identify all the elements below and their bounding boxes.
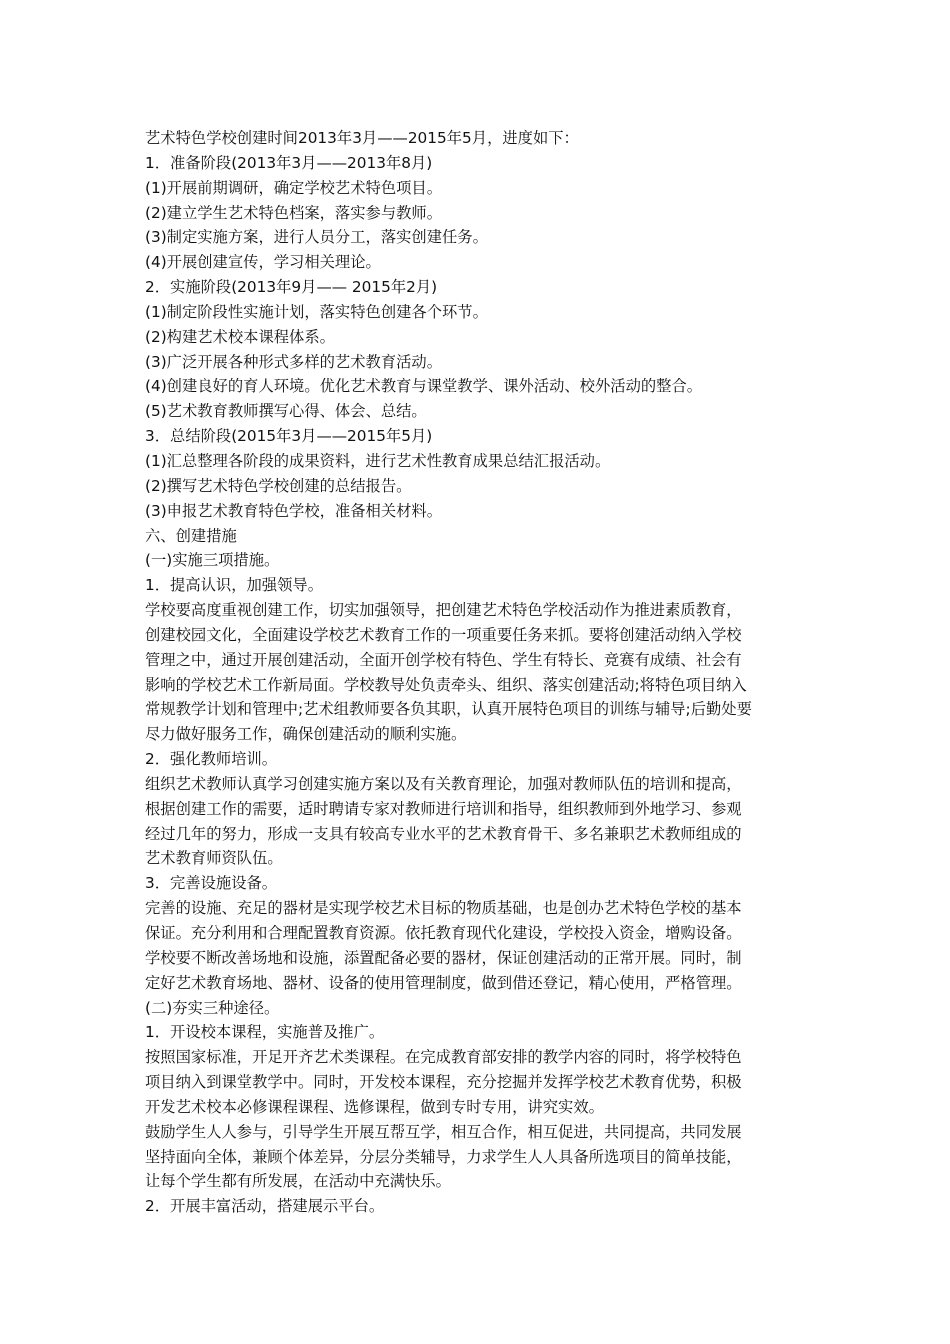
measure-heading: 3．完善设施设备。	[145, 874, 278, 893]
body-text-line: 创建校园文化，全面建设学校艺术教育工作的一项重要任务来抓。要将创建活动纳入学校	[145, 625, 742, 644]
measure-heading: 2．开展丰富活动，搭建展示平台。	[145, 1197, 385, 1216]
intro-line: 艺术特色学校创建时间2013年3月——2015年5月，进度如下：	[145, 129, 579, 147]
body-text-line: 鼓励学生人人参与，引导学生开展互帮互学，相互合作，相互促进，共同提高，共同发展	[145, 1122, 742, 1141]
body-text-line: 根据创建工作的需要，适时聘请专家对教师进行培训和指导，组织教师到外地学习、参观	[145, 799, 742, 818]
list-item: (3)广泛开展各种形式多样的艺术教育活动。	[145, 352, 443, 371]
list-item: (4)开展创建宣传，学习相关理论。	[145, 253, 381, 272]
list-item: (2)撰写艺术特色学校创建的总结报告。	[145, 476, 412, 495]
document-body	[145, 126, 813, 1219]
list-item: (1)制定阶段性实施计划，落实特色创建各个环节。	[145, 302, 488, 321]
body-text-line: 组织艺术教师认真学习创建实施方案以及有关教育理论，加强对教师队伍的培训和提高，	[145, 774, 742, 793]
list-item: (5)艺术教育教师撰写心得、体会、总结。	[145, 402, 427, 421]
body-text-line: 坚持面向全体，兼顾个体差异，分层分类辅导，力求学生人人具备所选项目的简单技能，	[145, 1147, 742, 1166]
list-item: (3)制定实施方案，进行人员分工，落实创建任务。	[145, 228, 488, 247]
body-text-line: 常规教学计划和管理中;艺术组教师要各负其职，认真开展特色项目的训练与辅导;后勤处要	[145, 700, 752, 719]
subsection-heading: (二)夯实三种途径。	[145, 998, 280, 1017]
body-text-line: 让每个学生都有所发展，在活动中充满快乐。	[145, 1172, 451, 1191]
body-text-line: 经过几年的努力，形成一支具有较高专业水平的艺术教育骨干、多名兼职艺术教师组成的	[145, 824, 742, 843]
list-item: (2)构建艺术校本课程体系。	[145, 327, 335, 346]
stage-heading: 2．实施阶段(2013年9月—— 2015年2月)	[145, 278, 438, 297]
list-item: (4)创建良好的育人环境。优化艺术教育与课堂教学、课外活动、校外活动的整合。	[145, 377, 703, 396]
body-text-line: 影响的学校艺术工作新局面。学校教导处负责牵头、组织、落实创建活动;将特色项目纳入	[145, 675, 747, 694]
list-item: (2)建立学生艺术特色档案，落实参与教师。	[145, 203, 443, 222]
body-text-line: 保证。充分利用和合理配置教育资源。依托教育现代化建设，学校投入资金，增购设备。	[145, 924, 742, 942]
body-text-line: 管理之中，通过开展创建活动，全面开创学校有特色、学生有特长、竞赛有成绩、社会有	[145, 650, 742, 669]
body-text-line: 完善的设施、充足的器材是实现学校艺术目标的物质基础，也是创办艺术特色学校的基本	[145, 899, 742, 918]
body-text-line: 开发艺术校本必修课程课程、选修课程，做到专时专用，讲究实效。	[145, 1097, 604, 1116]
subsection-heading: (一)实施三项措施。	[145, 551, 280, 570]
section-heading: 六、创建措施	[145, 526, 237, 545]
list-item: (3)申报艺术教育特色学校，准备相关材料。	[145, 501, 443, 520]
measure-heading: 1．提高认识，加强领导。	[145, 576, 323, 595]
stage-heading: 3．总结阶段(2015年3月——2015年5月)	[145, 427, 433, 446]
measure-heading: 2．强化教师培训。	[145, 750, 278, 769]
body-text-line: 项目纳入到课堂教学中。同时，开发校本课程，充分挖掘并发挥学校艺术教育优势，积极	[145, 1073, 742, 1092]
stage-heading: 1．准备阶段(2013年3月——2013年8月)	[145, 153, 433, 172]
body-text-line: 学校要高度重视创建工作，切实加强领导，把创建艺术特色学校活动作为推进素质教育，	[145, 601, 742, 620]
list-item: (1)开展前期调研，确定学校艺术特色项目。	[145, 178, 443, 197]
body-text-line: 尽力做好服务工作，确保创建活动的顺利实施。	[145, 725, 467, 744]
body-text-line: 艺术教育师资队伍。	[145, 849, 283, 868]
body-text-line: 学校要不断改善场地和设施，添置配备必要的器材，保证创建活动的正常开展。同时，制	[145, 948, 742, 967]
body-text-line: 按照国家标准，开足开齐艺术类课程。在完成教育部安排的教学内容的同时，将学校特色	[145, 1048, 742, 1067]
list-item: (1)汇总整理各阶段的成果资料，进行艺术性教育成果总结汇报活动。	[145, 451, 611, 470]
body-text-line: 定好艺术教育场地、器材、设备的使用管理制度，做到借还登记，精心使用，严格管理。	[145, 973, 742, 992]
measure-heading: 1．开设校本课程，实施普及推广。	[145, 1023, 385, 1042]
